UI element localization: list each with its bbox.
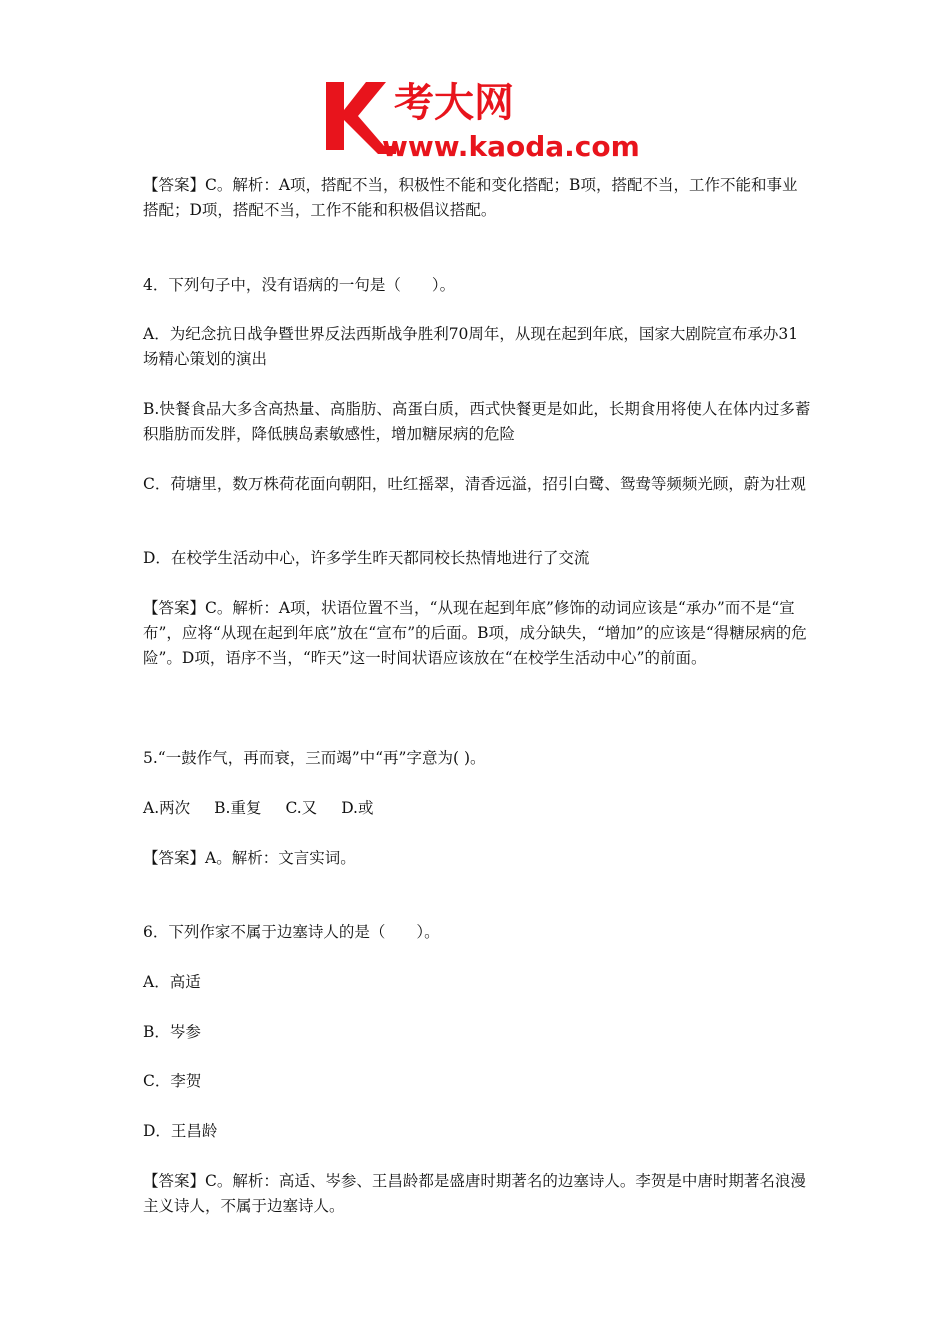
option-text: B.快餐食品大多含高热量、高脂肪、高蛋白质，西式快餐更是如此，长期食用将使人在体内过多蓄积脂肪而发胖，降低胰岛素敏感性，增加糖尿病的危险: [143, 400, 811, 443]
question-6-option-b: [143, 1020, 811, 1045]
question-4-option-c: [143, 472, 811, 497]
question-5-answer: [143, 846, 811, 871]
option-text: D．王昌龄: [143, 1122, 218, 1140]
question-4-option-d: [143, 546, 811, 571]
question-6-option-a: [143, 970, 811, 995]
logo-brand-text: 考大网: [394, 80, 514, 126]
option-d: D.或: [341, 799, 374, 817]
option-text: A．高适: [143, 973, 201, 991]
kaoda-logo: [322, 76, 652, 166]
question-6-option-d: [143, 1119, 811, 1144]
question-6-stem: [143, 920, 811, 945]
option-text: D．在校学生活动中心，许多学生昨天都同校长热情地进行了交流: [143, 549, 590, 567]
question-4-stem: [143, 273, 811, 298]
kaoda-logo-graphic: [322, 76, 652, 166]
answer-text: 【答案】C。解析：A项，搭配不当，积极性不能和变化搭配；B项，搭配不当，工作不能和事业搭配；D项，搭配不当，工作不能和积极倡议搭配。: [143, 176, 798, 219]
logo-url-text: www.kaoda.com: [382, 130, 640, 163]
question-4-option-b: [143, 397, 811, 447]
option-a: A.两次: [143, 799, 191, 817]
question-4-answer: [143, 596, 811, 671]
question-6-answer: [143, 1169, 811, 1219]
option-text: C．荷塘里，数万株荷花面向朝阳，吐红摇翠，清香远溢，招引白鹭、鸳鸯等频频光顾，蔚为壮观: [143, 475, 806, 493]
question-text: 5.“一鼓作气，再而衰，三而竭”中“再”字意为( )。: [143, 749, 486, 767]
option-text: A．为纪念抗日战争暨世界反法西斯战争胜利70周年，从现在起到年底，国家大剧院宣布承办31场精心策划的演出: [143, 325, 799, 368]
question-4-option-a: [143, 322, 811, 372]
option-b: B.重复: [214, 799, 262, 817]
option-c: C.又: [285, 799, 318, 817]
option-text: C．李贺: [143, 1072, 202, 1090]
answer-text: 【答案】A。解析：文言实词。: [143, 849, 356, 867]
question-text: 4．下列句子中，没有语病的一句是（ ）。: [143, 276, 456, 294]
answer-text: 【答案】C。解析：高适、岑参、王昌龄都是盛唐时期著名的边塞诗人。李贺是中唐时期著名浪漫主义诗人，不属于边塞诗人。: [143, 1172, 806, 1215]
option-text: B．岑参: [143, 1023, 201, 1041]
question-5-stem: [143, 746, 811, 771]
answer-text: 【答案】C。解析：A项，状语位置不当，“从现在起到年底”修饰的动词应该是“承办”而不是“宣布”，应将“从现在起到年底”放在“宣布”的后面。B项，成分缺失，“增加”的应该是“得糖尿病的危险”。D项，语序不当，“昨天”这一时间状语应该放在“在校学生活动中心”的前面。: [143, 599, 807, 667]
question-6-option-c: [143, 1069, 811, 1094]
question-text: 6．下列作家不属于边塞诗人的是（ ）。: [143, 923, 440, 941]
question-5-options: [143, 796, 811, 821]
previous-answer: [143, 173, 811, 223]
